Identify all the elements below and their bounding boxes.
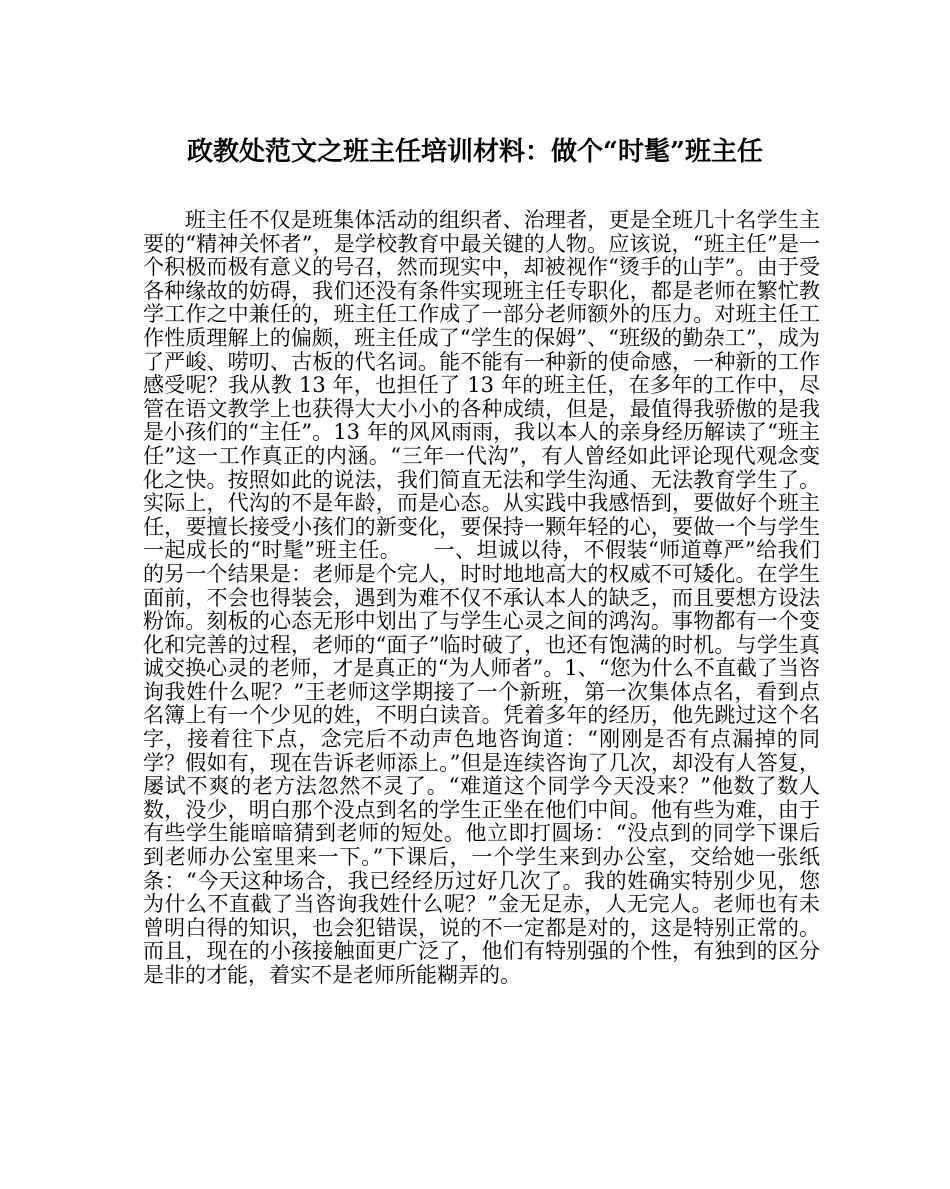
document-body-paragraph: 班主任不仅是班集体活动的组织者、治理者，更是全班几十名学生主要的“精神关怀者”，是学校教育中最关键的人物。应该说，“班主任”是一个积极而极有意义的号召，然而现实中，却被视作“烫手的山芋”。由于受各种缘故的妨碍，我们还没有条件实现班主任专职化，都是老师在繁忙教学工作之中兼任的，班主任工作成了一部分老师额外的压力。对班主任工作性质理解上的偏颇，班主任成了“学生的保姆”、“班级的勤杂工”，成为了严峻、唠叨、古板的代名词。能不能有一种新的使命感，一种新的工作感受呢？我从教 13 年，也担任了 13 年的班主任，在多年的工作中，尽管在语文教学上也获得大大小小的各种成绩，但是，最值得我骄傲的是我是小孩们的“主任”。13 年的风风雨雨，我以本人的亲身经历解读了“班主任”这一工作真正的内涵。“三年一代沟”，有人曾经如此评论现代观念变化之快。按照如此的说法，我们简直无法和学生沟通、无法教育学生了。实际上，代沟的不是年龄，而是心态。从实践中我感悟到，要做好个班主任，要擅长接受小孩们的新变化，要保持一颗年轻的心，要做一个与学生一起成长的“时髦”班主任。 一、坦诚以待，不假装“师道尊严”给我们的另一个结果是：老师是个完人，时时地地高大的权威不可矮化。在学生面前，不会也得装会，遇到为难不仅不承认本人的缺乏，而且要想方设法粉饰。刻板的心态无形中划出了与学生心灵之间的鸿沟。事物都有一个变化和完善的过程，老师的“面子”临时破了，也还有饱满的时机。与学生真诚交换心灵的老师，才是真正的“为人师者”。1、“您为什么不直截了当咨询我姓什么呢？”王老师这学期接了一个新班，第一次集体点名，看到点名簿上有一个少见的姓，不明白读音。凭着多年的经历，他先跳过这个名字，接着往下点，念完后不动声色地咨询道：“刚刚是否有点漏掉的同学？假如有，现在告诉老师添上。”但是连续咨询了几次，却没有人答复，屡试不爽的老方法忽然不灵了。“难道这个同学今天没来？”他数了数人数，没少，明白那个没点到名的学生正坐在他们中间。他有些为难，由于有些学生能暗暗猜到老师的短处。他立即打圆场：“没点到的同学下课后到老师办公室里来一下。”下课后，一个学生来到办公室，交给她一张纸条：“今天这种场合，我已经经历过好几次了。我的姓确实特别少见，您为什么不直截了当咨询我姓什么呢？”金无足赤，人无完人。老师也有未曾明白得的知识，也会犯错误，说的不一定都是对的，这是特别正常的。而且，现在的小孩接触面更广泛了，他们有特别强的个性，有独到的区分是非的才能，着实不是老师所能糊弄的。 [143, 208, 820, 987]
document-title: 政教处范文之班主任培训材料：做个“时髦”班主任 [187, 137, 763, 167]
